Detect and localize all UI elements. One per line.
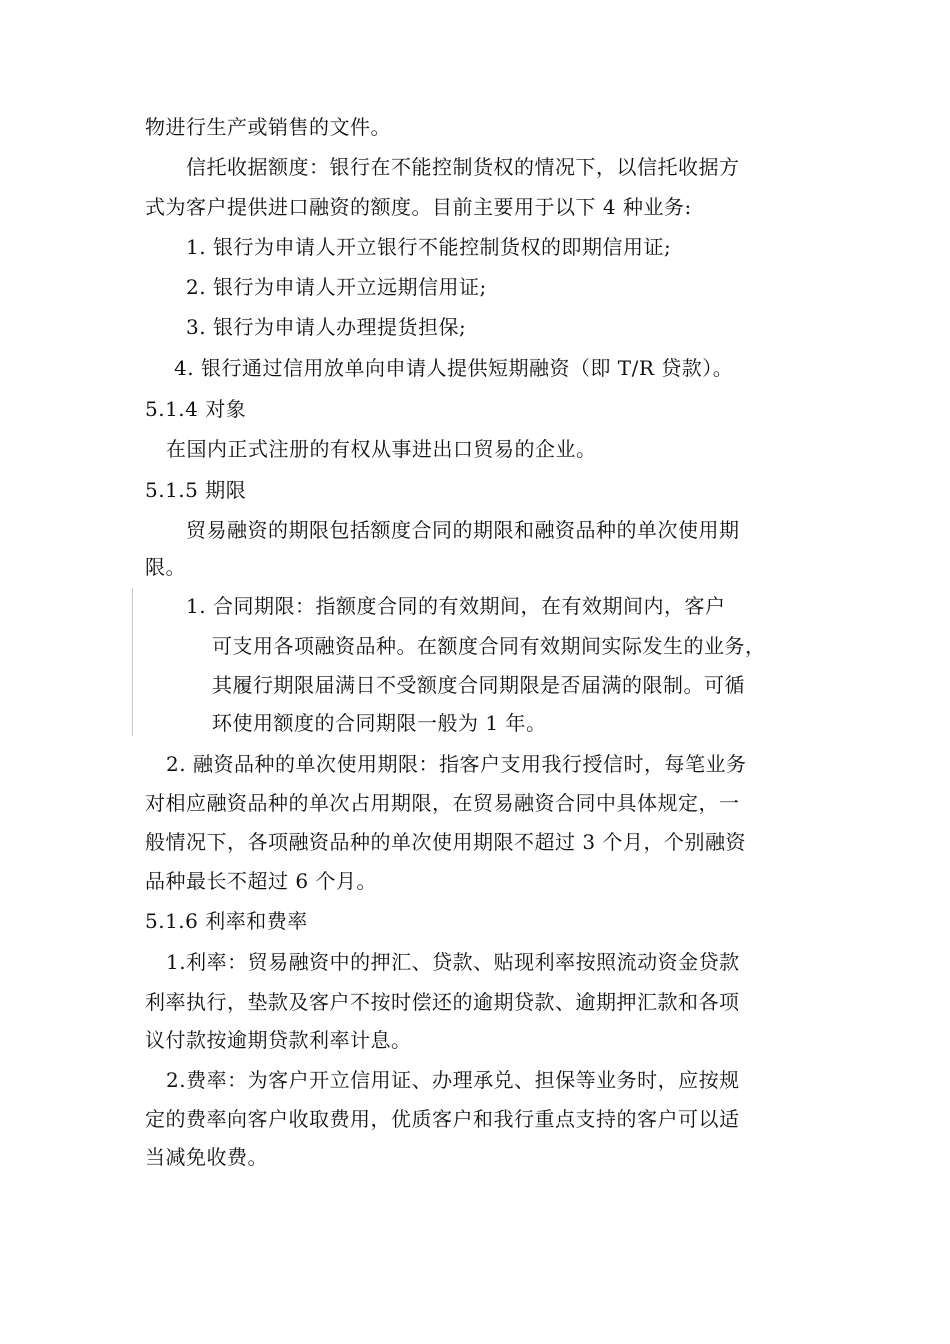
margin-rule [132,588,133,736]
list-item: 3. 银行为申请人办理提货担保; [186,315,467,339]
text-line: 品种最长不超过 6 个月。 [145,869,377,893]
list-item: 1. 合同期限：指额度合同的有效期间，在有效期间内，客户 [186,594,726,618]
text-line: 般情况下，各项融资品种的单次使用期限不超过 3 个月，个别融资 [145,830,746,854]
section-heading: 5.1.5 期限 [145,478,247,502]
text-line: 定的费率向客户收取费用，优质客户和我行重点支持的客户可以适 [145,1107,740,1131]
section-heading: 5.1.6 利率和费率 [145,909,308,933]
text-line: 环使用额度的合同期限一般为 1 年。 [212,711,547,735]
text-line: 当减免收费。 [145,1145,268,1169]
text-line: 2.费率：为客户开立信用证、办理承兑、担保等业务时，应按规 [166,1068,740,1092]
text-line: 贸易融资的期限包括额度合同的期限和融资品种的单次使用期 [186,518,740,542]
text-line: 其履行期限届满日不受额度合同期限是否届满的限制。可循 [212,673,745,697]
list-item: 2. 银行为申请人开立远期信用证; [186,275,487,299]
text-line: 议付款按逾期贷款利率计息。 [145,1028,412,1052]
list-item: 4. 银行通过信用放单向申请人提供短期融资（即 T/R 贷款）。 [174,356,734,380]
text-line: 1.利率：贸易融资中的押汇、贷款、贴现利率按照流动资金贷款 [166,950,740,974]
text-line: 可支用各项融资品种。在额度合同有效期间实际发生的业务， [212,634,766,658]
text-line: 限。 [145,555,186,579]
text-line: 在国内正式注册的有权从事进出口贸易的企业。 [166,437,597,461]
text-line: 利率执行，垫款及客户不按时偿还的逾期贷款、逾期押汇款和各项 [145,990,740,1014]
list-item: 2. 融资品种的单次使用期限：指客户支用我行授信时，每笔业务 [166,752,747,776]
section-heading: 5.1.4 对象 [145,397,247,421]
list-item: 1. 银行为申请人开立银行不能控制货权的即期信用证; [186,235,672,259]
text-line: 对相应融资品种的单次占用期限，在贸易融资合同中具体规定，一 [145,791,740,815]
text-line: 物进行生产或销售的文件。 [145,115,391,139]
text-line: 式为客户提供进口融资的额度。目前主要用于以下 4 种业务: [145,195,692,219]
text-line: 信托收据额度：银行在不能控制货权的情况下，以信托收据方 [186,155,740,179]
